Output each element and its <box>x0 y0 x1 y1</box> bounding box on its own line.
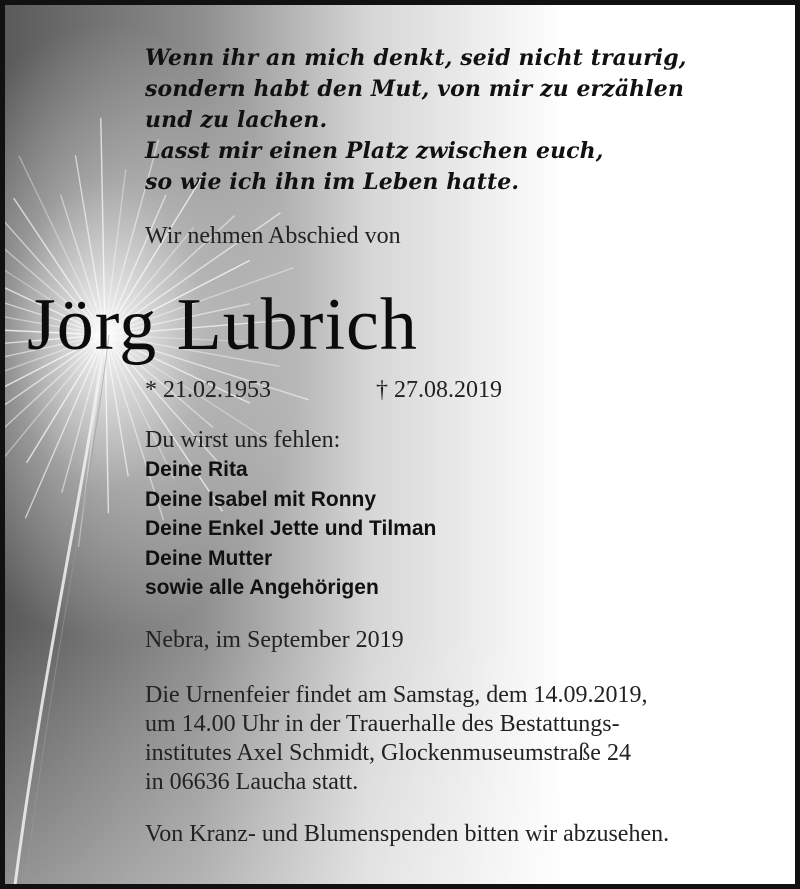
ceremony-info <box>145 681 648 797</box>
poem-block <box>145 43 687 198</box>
birth-date: * 21.02.1953 <box>145 377 271 403</box>
family-member: Deine Enkel Jette und Tilman <box>145 517 437 540</box>
poem-line: so wie ich ihn im Leben hatte. <box>145 169 520 195</box>
family-member: Deine Mutter <box>145 546 273 570</box>
family-member: Deine Isabel mit Ronny <box>145 487 377 511</box>
ceremony-line: institutes Axel Schmidt, Glockenmuseumstraße 24 <box>145 740 631 766</box>
donation-note: Von Kranz- und Blumenspenden bitten wir abzusehen. <box>145 821 670 847</box>
poem-line: Lasst mir einen Platz zwischen euch, <box>145 138 604 164</box>
poem-line: sondern habt den Mut, von mir zu erzählen <box>145 76 684 102</box>
place-date: Nebra, im September 2019 <box>145 627 404 653</box>
ceremony-line: in 06636 Laucha statt. <box>145 769 359 795</box>
family-member: sowie alle Angehörigen <box>145 576 379 599</box>
death-date: † 27.08.2019 <box>376 377 502 403</box>
family-list <box>145 455 436 603</box>
ceremony-line: um 14.00 Uhr in der Trauerhalle des Bestattungs- <box>145 711 620 737</box>
deceased-name: Jörg Lubrich <box>27 284 418 366</box>
family-member: Deine Rita <box>145 458 248 481</box>
ceremony-line: Die Urnenfeier findet am Samstag, dem 14.09.2019, <box>145 682 648 708</box>
farewell-intro: Wir nehmen Abschied von <box>145 223 401 249</box>
poem-line: und zu lachen. <box>145 107 328 133</box>
missing-line: Du wirst uns fehlen: <box>145 427 341 453</box>
poem-line: Wenn ihr an mich denkt, seid nicht traurig, <box>145 45 687 71</box>
